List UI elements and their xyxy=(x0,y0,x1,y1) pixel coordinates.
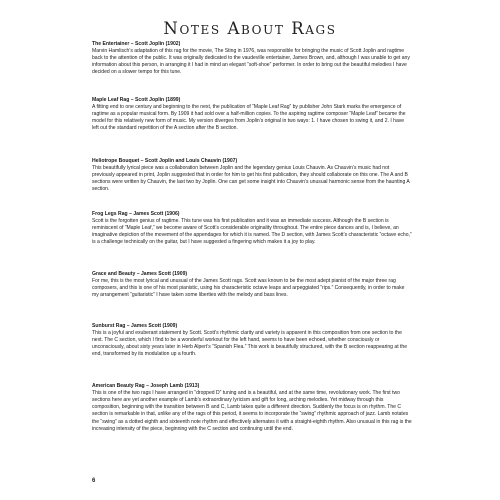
note-title: Grace and Beauty – James Scott (1909) xyxy=(92,271,188,277)
note-body: This is a joyful and exuberant statement by Scott. Scott’s rhythmic clarity and variety is apparent in this composition from one section to the next. The C section, which I find to be a wonderful workout for the left hand, seems to have been echoed, whether consciously or unconsciously, about sixty years later in Herb Alpert’s “Spanish Flea.” This work is beautifully structured, with the B section reappearing at the end, transformed by its modulation up a fourth. xyxy=(92,330,408,358)
note-heliotrope-bouquet xyxy=(92,158,412,194)
note-the-entertainer xyxy=(92,41,412,77)
note-title: Sunburst Rag – James Scott (1909) xyxy=(92,323,178,329)
note-title: Heliotrope Bouquet – Scott Joplin and Louis Chauvin (1907) xyxy=(92,158,238,164)
note-title: Maple Leaf Rag – Scott Joplin (1899) xyxy=(92,97,181,103)
note-body: A fitting end to one century and beginning to the next, the publication of “Maple Leaf Rag” by publisher John Stark marks the emergence of ragtime as a popular musical form. By 1909 it had sold over a half-million copies. To the aspiring ragtime composer “Maple Leaf” became the model for this relatively new form of music. My version diverges from Joplin’s original in two ways: 1. I have chosen to swing it, and 2. I have left out the standard repetition of the A section after the B section. xyxy=(92,104,406,132)
page-number: 6 xyxy=(92,478,96,484)
note-maple-leaf-rag xyxy=(92,97,412,133)
note-body: This is one of the two rags I have arranged in “dropped D” tuning and is a beautiful, and at the same time, revolutionary work. The first two sections here are yet another example of Lamb’s extraordinary lyricism and gift for long, arching melodies. Yet midway through this composition, beginning with the transition between B and C, Lamb takes quite a different direction. Suddenly the focus is on rhythm. The C section is remarkable in that, unlike any of the rags of this period, it seems to incorporate the “swing” rhythmic approach of jazz. Lamb notates the “swing” as a dotted eighth and sixteenth note rhythm and effectively alternates it with a straight-eighth rhythm. Also unusual in this rag is the increasing intensity of the piece, beginning with the C section and continuing until the end. xyxy=(92,390,412,432)
note-title: American Beauty Rag – Joseph Lamb (1913) xyxy=(92,383,200,389)
note-grace-and-beauty xyxy=(92,271,412,299)
page-title: Notes About Rags xyxy=(163,19,337,38)
note-american-beauty-rag xyxy=(92,383,412,433)
note-body: This beautifully lyrical piece was a collaboration between Joplin and the legendary genius Louis Chauvin. As Chauvin’s music had not previously appeared in print, Joplin suggested that in order for him to get his first publication, they should collaborate on this one. The A and B sections were written by Chauvin, the last two by Joplin. One can get some insight into Chauvin’s unusual harmonic sense from the haunting A section. xyxy=(92,165,410,193)
note-title: Frog Legs Rag – James Scott (1906) xyxy=(92,211,180,217)
note-sunburst-rag xyxy=(92,323,412,359)
note-body: Scott is the forgotten genius of ragtime. This tune was his first publication and it was an immediate success. Although the B section is reminiscent of “Maple Leaf,” we become aware of Scott’s considerable originality throughout. The entire piece dances and is, I believe, an imaginative depiction of the movement of the appendages for which it is named. The D section, with James Scott’s characteristic “octave echo,” is a challenge technically on the guitar, but I have suggested a fingering which makes it a joy to play. xyxy=(92,218,412,246)
note-body: For me, this is the most lyrical and unusual of the James Scott rags. Scott was known to be the most adept pianist of the major three rag composers, and this is one of his most pianistic, using his characteristic octave leaps and arpeggiated “rips.” Consequently, in order to make my arrangement “guitaristic” I have taken some liberties with the melody and bass lines. xyxy=(92,278,405,299)
note-body: Marvin Hamlisch’s adaptation of this rag for the movie, The Sting in 1976, was responsible for bringing the music of Scott Joplin and ragtime back to the attention of the public. It was originally dedicated to the vaudeville entertainer, James Brown, and, although I was unable to get any information about this person, in arranging it I had in mind an elegant “soft-shoe” performer. In order to bring out the beautiful melodies I have decided on a slower tempo for this tune. xyxy=(92,48,410,76)
note-frog-legs-rag xyxy=(92,211,412,247)
note-title: The Entertainer – Scott Joplin (1902) xyxy=(92,41,181,47)
